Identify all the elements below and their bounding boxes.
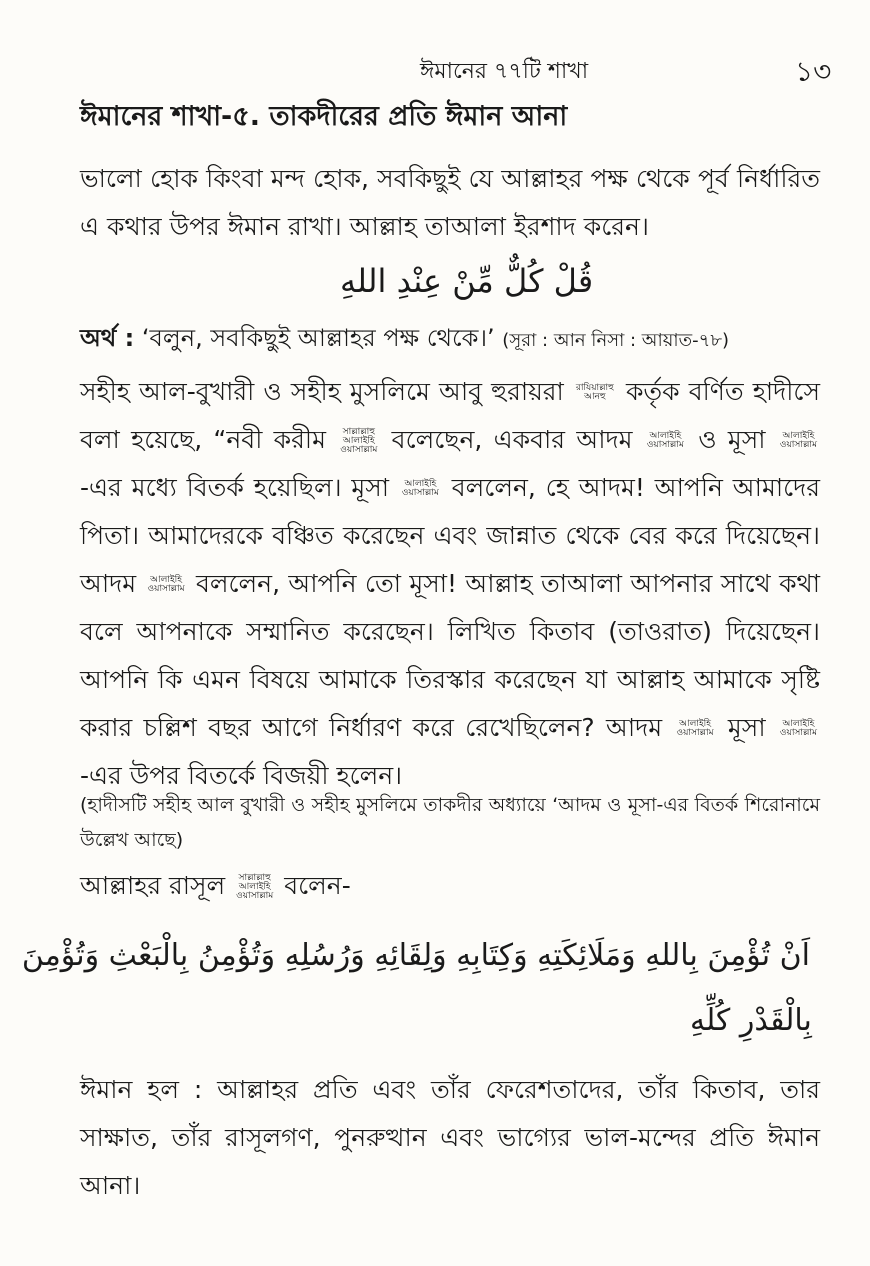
hadith-arabic-line-2: بِالْقَدْرِ كُلِّهِ xyxy=(690,1003,812,1038)
honorific-radiyallahu: রাযিয়াল্লাহু আনহু xyxy=(575,383,614,402)
translation-line xyxy=(80,320,729,360)
translation-text: ‘বলুন, সবকিছুই আল্লাহর পক্ষ থেকে।’ xyxy=(141,324,495,352)
hadith-text: -এর মধ্যে বিতর্ক হয়েছিল। মূসা xyxy=(80,473,389,502)
rasul-intro xyxy=(80,862,820,910)
translation-label: অর্থ : xyxy=(80,324,135,352)
honorific-alaihis: আলাইহি ওয়াসাল্লাম xyxy=(676,719,714,738)
quran-verse: قُلْ كُلٌّ مِّنْ عِنْدِ اللهِ xyxy=(340,262,594,300)
rasul-intro-text: বলেন- xyxy=(284,871,351,900)
hadith-source-note: (হাদীসটি সহীহ আল বুখারী ও সহীহ মুসলিমে তাকদীর অধ্যায়ে ‘আদম ও মূসা-এর বিতর্ক শিরোনামে উল্লেখ আছে) xyxy=(80,794,820,851)
running-header: ঈমানের ৭৭টি শাখা xyxy=(420,59,589,84)
hadith-text: ও মূসা xyxy=(698,425,766,454)
honorific-alaihis: আলাইহি ওয়াসাল্লাম xyxy=(646,431,684,450)
hadith-paragraph xyxy=(80,368,820,800)
honorific-alaihis: আলাইহি ওয়াসাল্লাম xyxy=(779,719,817,738)
iman-definition: ঈমান হল : আল্লাহর প্রতি এবং তাঁর ফেরেশতাদের, তাঁর কিতাব, তার সাক্ষাত, তাঁর রাসূলগণ, পুনরুত্থান এবং ভাগ্যের ভাল-মন্দের প্রতি ঈমান আনা। xyxy=(80,1075,820,1200)
honorific-sallallahu: সাল্লাল্লাহু আলাইহি ওয়াসাল্লাম xyxy=(340,426,378,455)
hadith-text: -এর উপর বিতর্কে বিজয়ী হলেন। xyxy=(80,761,403,790)
hadith-arabic-line-1: اَنْ تُؤْمِنَ بِاللهِ وَمَلَائِكَتِهِ وَكِتَابِهِ وَلِقَائِهِ وَرُسُلِهِ وَتُؤْمِنُ بِالْبَعْثِ وَتُؤْمِنَ xyxy=(21,938,810,973)
hadith-text: সহীহ আল-বুখারী ও সহীহ মুসলিমে আবু হুরায়রা xyxy=(80,377,564,406)
honorific-alaihis: আলাইহি ওয়াসাল্লাম xyxy=(147,575,185,594)
hadith-text: কর্তৃক বর্ণিত হাদীসে বলা হয়েছে, “নবী করীম xyxy=(80,377,820,454)
hadith-text: বলেছেন, একবার আদম xyxy=(391,425,633,454)
page-number: ১৩ xyxy=(795,55,832,88)
hadith-text: মূসা xyxy=(727,713,766,742)
hadith-text: বললেন, হে আদম! আপনি আমাদের পিতা। আমাদেরকে বঞ্চিত করেছেন এবং জান্নাত থেকে বের করে দিয়েছেন। আদম xyxy=(80,473,821,598)
honorific-sallallahu: সাল্লাল্লাহু আলাইহি ওয়াসাল্লাম xyxy=(236,872,274,901)
verse-reference: (সূরা : আন নিসা : আয়াত-৭৮) xyxy=(502,330,730,351)
section-title: ঈমানের শাখা-৫. তাকদীরের প্রতি ঈমান আনা xyxy=(80,101,568,132)
rasul-intro-text: আল্লাহর রাসূল xyxy=(80,871,226,900)
honorific-alaihis: আলাইহি ওয়াসাল্লাম xyxy=(779,431,817,450)
honorific-alaihis: আলাইহি ওয়াসাল্লাম xyxy=(401,479,439,498)
intro-paragraph: ভালো হোক কিংবা মন্দ হোক, সবকিছুই যে আল্লাহর পক্ষ থেকে পূর্ব নির্ধারিত এ কথার উপর ঈমান রাখা। আল্লাহ তাআলা ইরশাদ করেন। xyxy=(80,164,820,241)
hadith-text: বললেন, আপনি তো মূসা! আল্লাহ তাআলা আপনার সাথে কথা বলে আপনাকে সম্মানিত করেছেন। লিখিত কিতাব (তাওরাত) দিয়েছেন। আপনি কি এমন বিষয়ে আমাকে তিরস্কার করেছেন যা আল্লাহ আমাকে সৃষ্টি করার চল্লিশ বছর আগে নির্ধারণ করে রেখেছিলেন? আদম xyxy=(80,569,820,742)
